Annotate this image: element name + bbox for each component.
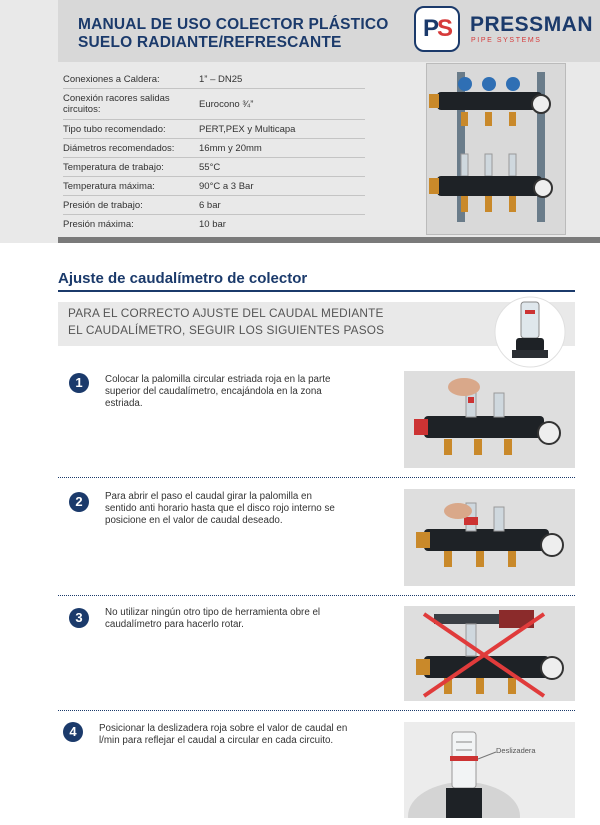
step-1-number: 1 xyxy=(69,373,89,393)
step-3-number: 3 xyxy=(69,608,89,628)
step-4-text: Posicionar la deslizadera roja sobre el valor de caudal en l/min para reflejar el caudal a circular en cada circuito. xyxy=(99,723,348,746)
manifold-illustration xyxy=(427,64,565,234)
step-4-photo xyxy=(404,722,575,818)
manifold-illustration xyxy=(404,489,575,586)
step-divider xyxy=(58,710,575,711)
spec-label: Temperatura de trabajo: xyxy=(63,161,164,173)
step-divider xyxy=(58,477,575,478)
flowmeter-photo xyxy=(494,296,566,368)
spec-row xyxy=(63,158,365,177)
spec-label: Presión de trabajo: xyxy=(63,199,143,211)
flowmeter-illustration xyxy=(404,722,575,818)
step-4-number: 4 xyxy=(63,722,83,742)
step-1-text: Colocar la palomilla circular estriada roja en la parte superior del caudalímetro, encajándola en la zona estriada. xyxy=(105,374,331,409)
title-line-2: SUELO RADIANTE/REFRESCANTE xyxy=(78,34,342,51)
title-line-1: MANUAL DE USO COLECTOR PLÁSTICO xyxy=(78,16,389,33)
section-divider xyxy=(58,290,575,292)
step-3-text: No utilizar ningún otro tipo de herramienta obre el caudalímetro para hacerlo rotar. xyxy=(105,607,321,630)
step-2-text: Para abrir el paso el caudal girar la palomilla en sentido anti horario hasta que el disco rojo interno se posicione en el valor de caudal deseado. xyxy=(105,491,335,526)
manifold-illustration xyxy=(404,606,575,701)
spec-row xyxy=(63,120,365,139)
spec-row xyxy=(63,215,365,233)
spec-label: Presión máxima: xyxy=(63,218,134,230)
spec-label: Tipo tubo recomendado: xyxy=(63,123,166,135)
logo-name: PRESSMAN xyxy=(470,13,594,36)
spec-label: Temperatura máxima: xyxy=(63,180,155,192)
spec-value: Eurocono ¾” xyxy=(199,98,254,110)
logo-monogram: PS xyxy=(414,6,460,52)
step-1-photo xyxy=(404,371,575,468)
spec-label: Conexiones a Caldera: xyxy=(63,73,160,85)
slider-label: Deslizadera xyxy=(496,746,536,755)
manifold-illustration xyxy=(404,371,575,468)
section-title: Ajuste de caudalímetro de colector xyxy=(58,270,308,287)
flowmeter-illustration xyxy=(494,296,566,368)
document-title xyxy=(78,16,388,52)
spec-label: Diámetros recomendados: xyxy=(63,142,175,154)
spec-row xyxy=(63,139,365,158)
spec-value: 16mm y 20mm xyxy=(199,142,262,154)
step-divider xyxy=(58,595,575,596)
header-divider xyxy=(58,237,600,243)
step-2-photo xyxy=(404,489,575,586)
spec-row xyxy=(63,196,365,215)
spec-value: 55°C xyxy=(199,161,221,173)
spec-value: 90°C a 3 Bar xyxy=(199,180,254,192)
spec-value: 10 bar xyxy=(199,218,226,230)
instructions-heading: PARA EL CORRECTO AJUSTE DEL CAUDAL MEDIANTE EL CAUDALÍMETRO, SEGUIR LOS SIGUIENTES PASOS xyxy=(68,306,385,337)
step-3-photo xyxy=(404,606,575,701)
spec-value: PERT,PEX y Multicapa xyxy=(199,123,296,135)
spec-value: 6 bar xyxy=(199,199,221,211)
logo-tagline: PIPE SYSTEMS xyxy=(471,37,542,44)
spec-label: Conexión racores salidas circuitos: xyxy=(63,93,170,115)
spec-table xyxy=(63,70,365,233)
spec-value: 1” – DN25 xyxy=(199,73,243,85)
spec-row xyxy=(63,89,365,120)
step-2-number: 2 xyxy=(69,492,89,512)
spec-row xyxy=(63,70,365,89)
manifold-photo xyxy=(426,63,566,235)
spec-row xyxy=(63,177,365,196)
pressman-logo xyxy=(414,6,594,54)
